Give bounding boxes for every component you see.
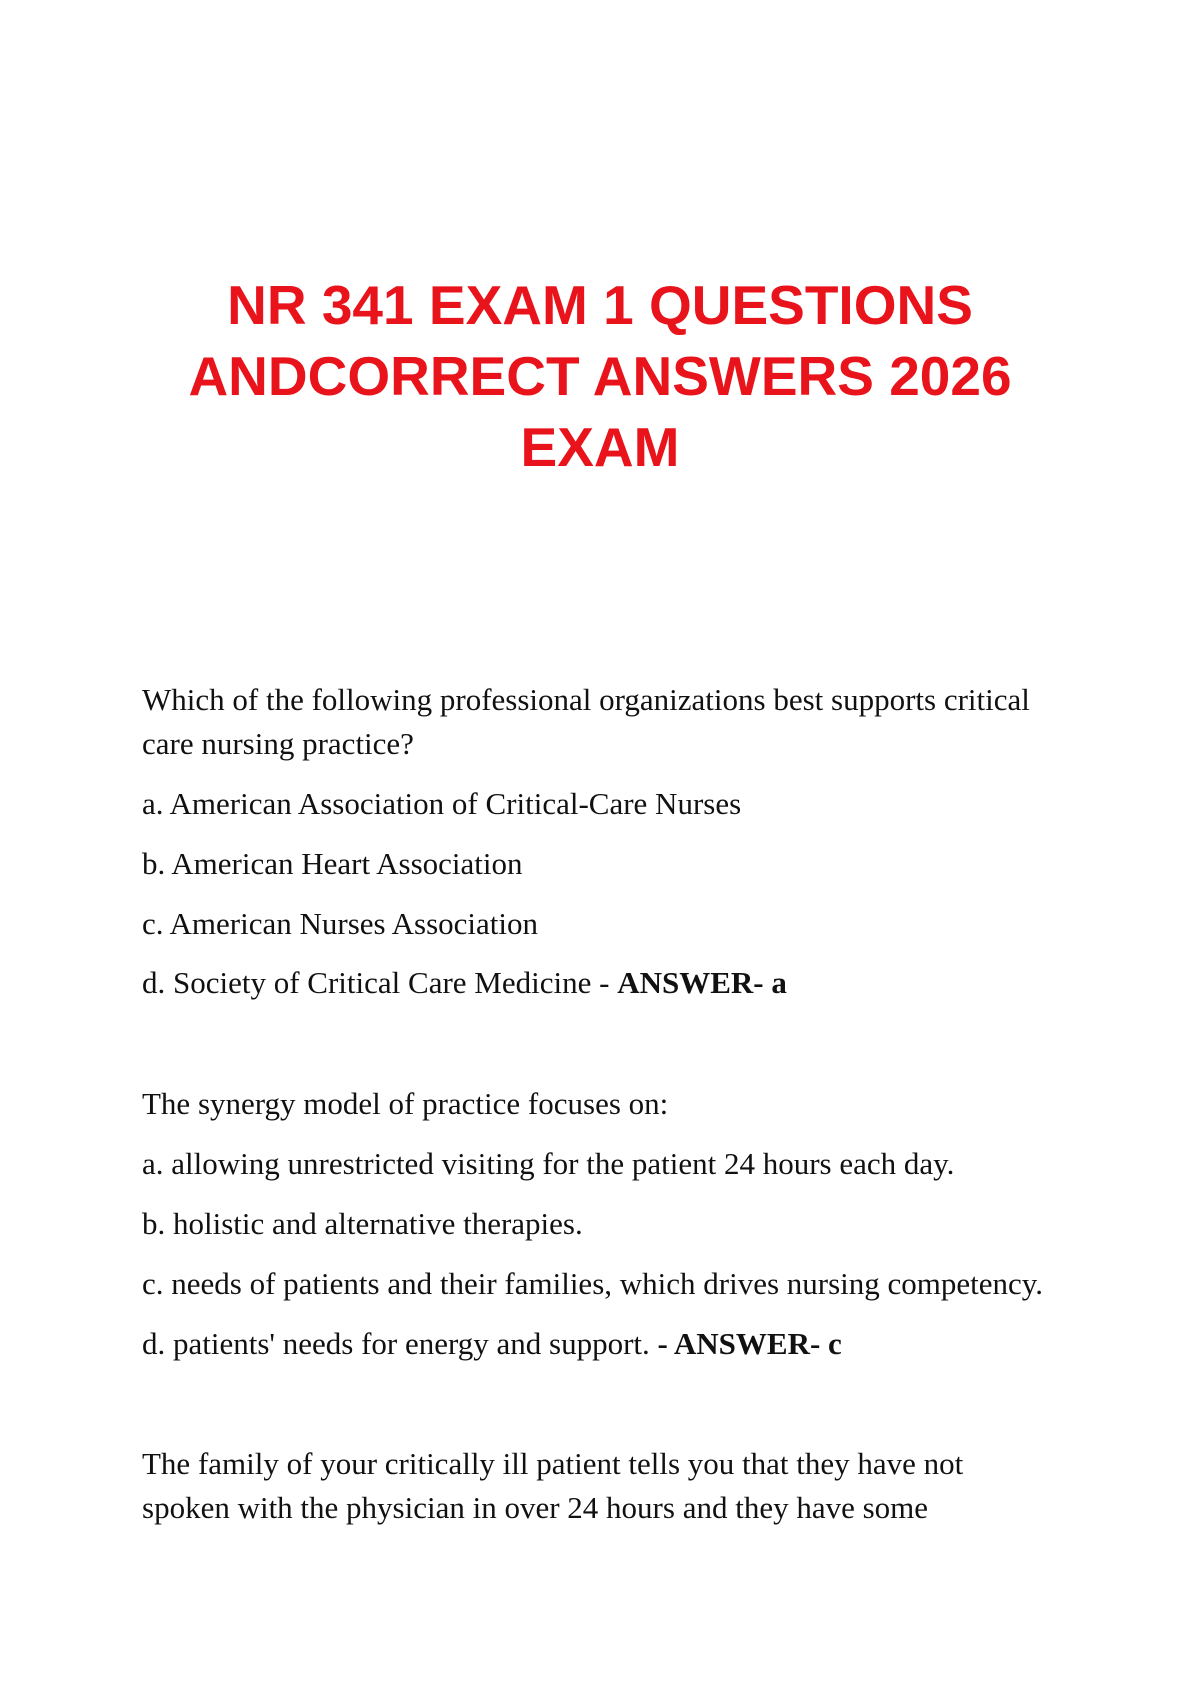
question-3-stem-line-1: The family of your critically ill patient tells you that they have not (142, 1446, 964, 1481)
question-2-option-c: c. needs of patients and their families, which drives nursing competency. (142, 1266, 1044, 1301)
title-line-3: EXAM (520, 416, 680, 478)
question-1-option-c: c. American Nurses Association (142, 906, 539, 941)
question-1-option-a: a. American Association of Critical-Care Nurses (142, 786, 742, 821)
question-3-stem-line-2: spoken with the physician in over 24 hours and they have some (142, 1490, 929, 1525)
question-2-option-d-text: d. patients' needs for energy and support. (142, 1326, 658, 1361)
question-1-answer: ANSWER- a (617, 965, 787, 1000)
document-title (150, 270, 1050, 483)
question-1-option-d-text: d. Society of Critical Care Medicine - (142, 965, 618, 1000)
question-1-option-d (142, 961, 1082, 1005)
question-2-option-a: a. allowing unrestricted visiting for the patient 24 hours each day. (142, 1146, 955, 1181)
question-2-answer: - ANSWER- c (657, 1326, 842, 1361)
title-line-2: ANDCORRECT ANSWERS 2026 (188, 345, 1012, 407)
question-1-option-b: b. American Heart Association (142, 846, 523, 881)
question-2-option-d (142, 1322, 1082, 1366)
title-line-1: NR 341 EXAM 1 QUESTIONS (227, 274, 973, 336)
question-1-stem-line-1: Which of the following professional organizations best supports critical (142, 682, 1030, 717)
question-2-stem-line-1: The synergy model of practice focuses on: (142, 1086, 669, 1121)
question-1-stem-line-2: care nursing practice? (142, 726, 414, 761)
question-2-option-b: b. holistic and alternative therapies. (142, 1206, 583, 1241)
